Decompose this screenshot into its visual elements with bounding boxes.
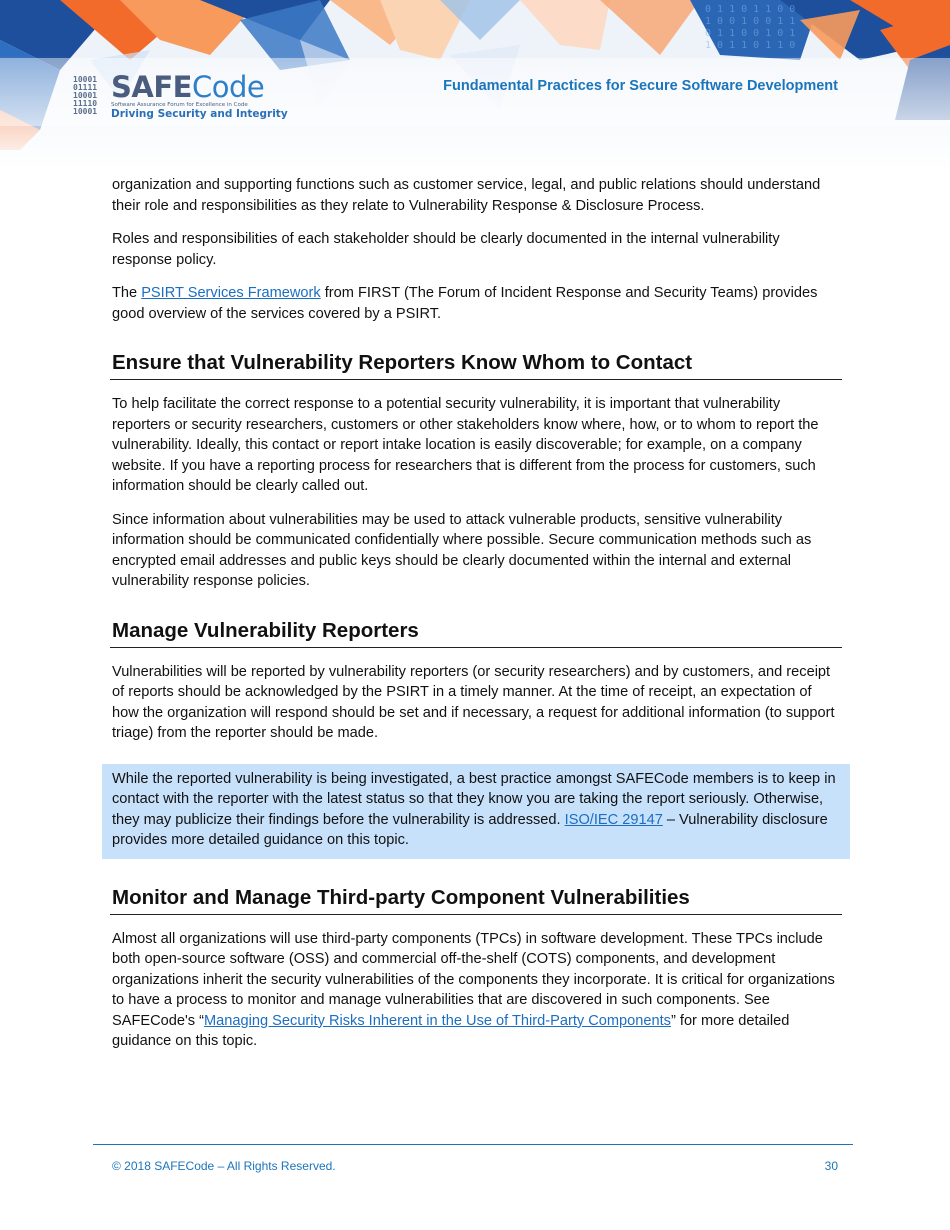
paragraph-confidential-communication: Since information about vulnerabilities may be used to attack vulnerable products, sensitive vulnerability information should be communicated confidentially where possible. Secure communication methods such as encrypted email addresses and public keys should be clearly documented within the internal and external vulnerability response policies. [112,511,812,589]
text-segment: While the reported vulnerability is being investigated, a best practice amongst SAFECode members is to keep in contact with the reporter with the latest status so that they know you are taking the report seriously. Otherwise, they may publicize their findings before the vulnerability is addressed. [112,770,836,828]
logo-word-code: Code [191,70,265,104]
psirt-services-framework-link[interactable]: PSIRT Services Framework [141,285,321,301]
document-title: Fundamental Practices for Secure Software Development [443,78,838,94]
logo-binary-mark: 10001 01111 10001 11110 10001 [73,75,98,116]
footer-divider [93,1144,853,1145]
text-segment: ” for more detailed guidance on this topic. [112,1012,790,1049]
svg-text:0 1 1 0 1 1 0 0: 0 1 1 0 1 1 0 0 [705,4,796,15]
text-segment: – Vulnerability disclosure provides more detailed guidance on this topic. [112,811,828,848]
section-heading-third-party: Monitor and Manage Third-party Component Vulnerabilities [110,885,842,915]
paragraph-intro: organization and supporting functions such as customer service, legal, and public relations should understand their role and responsibilities as they relate to Vulnerability Response & Disclosure Process. [112,177,821,214]
section-heading-contact: Ensure that Vulnerability Reporters Know Whom to Contact [110,350,842,380]
svg-text:1 0 0 1 0 0 1 1: 1 0 0 1 0 0 1 1 [705,16,796,27]
safecode-logo [73,70,288,122]
logo-subtitle: Software Assurance Forum for Excellence in Code [111,102,248,108]
page-content [112,175,840,1065]
text-segment: Almost all organizations will use third-party components (TPCs) in software development. These TPCs include both open-source software (OSS) and commercial off-the-shelf (COTS) components, and development organizations inherit the security vulnerabilities of the components they incorporate. It is critical for organizations to have a process to monitor and manage vulnerabilities that are discovered in such components. See SAFECode's “ [112,930,835,1029]
section-heading-manage-reporters: Manage Vulnerability Reporters [110,618,842,648]
managing-security-risks-link[interactable]: Managing Security Risks Inherent in the Use of Third-Party Components [204,1012,671,1029]
header-banner [0,0,950,170]
paragraph-reporting-contact: To help facilitate the correct response to a potential security vulnerability, it is important that vulnerability reporters or security researchers, customers or other stakeholders know where, how, or to whom to report the vulnerability. Ideally, this contact or report intake location is easily discoverable; for example, on a company website. If you have a reporting process for researchers that is different from the process for customers, such information should be clearly called out. [112,396,819,494]
logo-tagline: Driving Security and Integrity [111,108,288,120]
callout-text [112,769,840,851]
paragraph-roles: Roles and responsibilities of each stakeholder should be clearly documented in the internal vulnerability response policy. [112,231,780,268]
logo-wordmark [111,72,264,102]
paragraph-psirt-framework [112,283,840,324]
best-practice-callout [102,764,850,859]
paragraph-acknowledge-reports: Vulnerabilities will be reported by vulnerability reporters (or security researchers) and by customers, and receipt of reports should be acknowledged by the PSIRT in a timely manner. At the time of receipt, an expectation of how the organization will respond should be set and if necessary, a request for additional information (to support triage) from the reporter should be made. [112,663,835,741]
page-number: 30 [824,1159,838,1173]
text-segment: from FIRST (The Forum of Incident Response and Security Teams) provides good overview of the services covered by a PSIRT. [112,285,818,322]
paragraph-third-party-components [112,929,840,1052]
logo-word-safe: SAFE [111,70,192,104]
text-segment: The [112,285,142,301]
footer-copyright: © 2018 SAFECode – All Rights Reserved. [112,1159,336,1173]
svg-text:0 1 1 0 0 1 0 1: 0 1 1 0 0 1 0 1 [705,28,796,39]
iso-iec-29147-link[interactable]: ISO/IEC 29147 [564,811,663,828]
svg-text:1 0 1 1 0 1 1 0: 1 0 1 1 0 1 1 0 [705,40,796,51]
